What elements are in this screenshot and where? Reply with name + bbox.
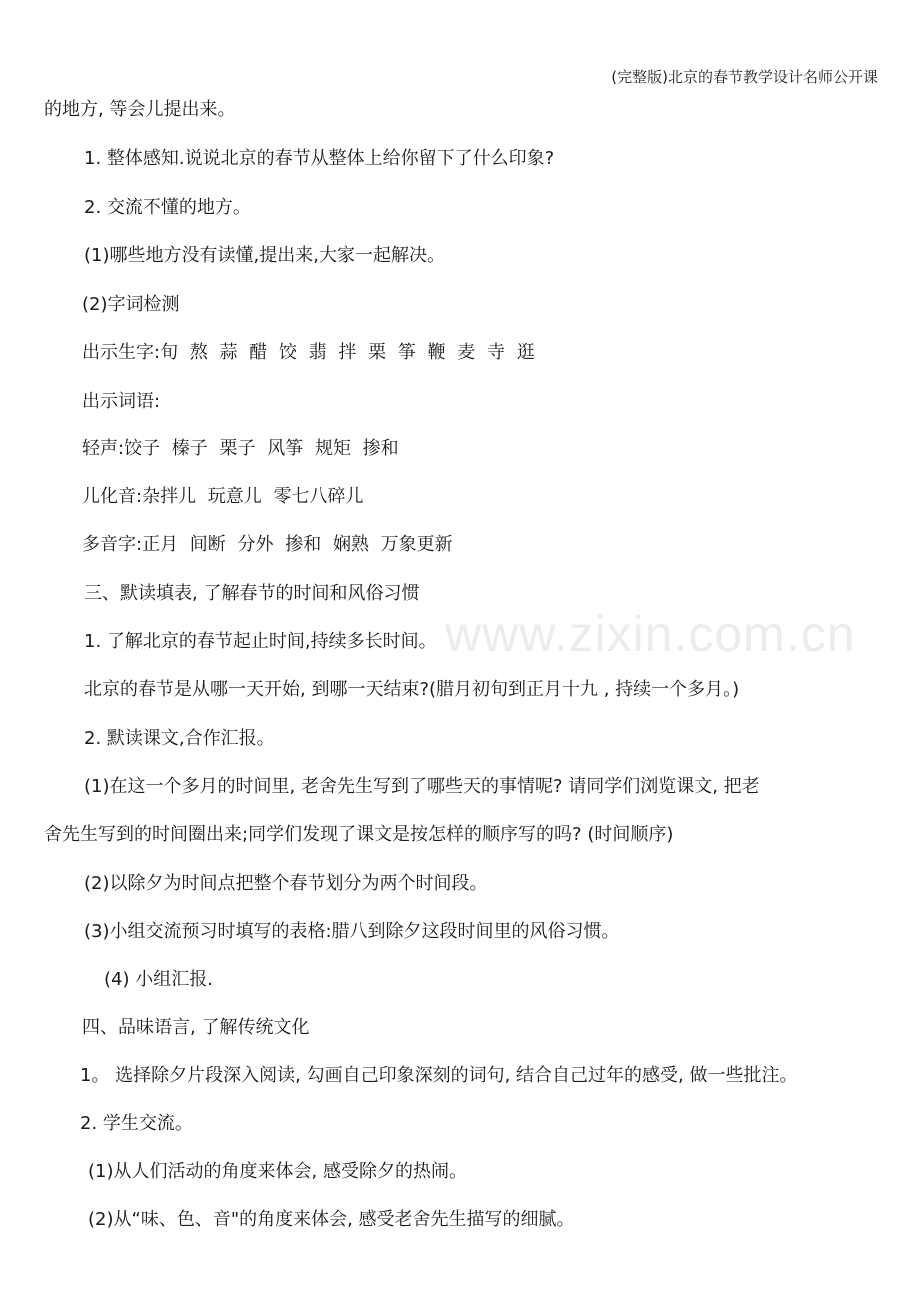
text-line: (1)哪些地方没有读懂,提出来,大家一起解决。	[84, 245, 445, 266]
text-line: (1)从人们活动的角度来体会, 感受除夕的热闹。	[88, 1161, 467, 1182]
text-line: (2)从“味、色、音"的角度来体会, 感受老舍先生描写的细腻。	[88, 1209, 575, 1230]
text-line: 舍先生写到的时间圈出来;同学们发现了课文是按怎样的顺序写的吗? (时间顺序)	[44, 824, 674, 845]
text-line: 四、品味语言, 了解传统文化	[82, 1017, 310, 1038]
text-line: (2)字词检测	[82, 294, 180, 315]
text-line: 的地方, 等会儿提出来。	[44, 99, 236, 120]
watermark: www.zixin.com.cn	[445, 606, 856, 662]
text-line: 三、默读填表, 了解春节的时间和风俗习惯	[84, 583, 420, 604]
text-line: 儿化音:杂拌儿 玩意儿 零七八碎儿	[82, 486, 364, 507]
text-line: (3)小组交流预习时填写的表格:腊八到除夕这段时间里的风俗习惯。	[84, 921, 620, 942]
text-line: 1. 整体感知.说说北京的春节从整体上给你留下了什么印象?	[84, 148, 555, 169]
text-line: 北京的春节是从哪一天开始, 到哪一天结束?(腊月初旬到正月十九 , 持续一个多月。)	[84, 679, 740, 700]
text-line: 2. 默读课文,合作汇报。	[84, 728, 275, 749]
text-line: (2)以除夕为时间点把整个春节划分为两个时间段。	[84, 873, 488, 894]
text-line: 2. 学生交流。	[80, 1113, 193, 1134]
text-line: 出示词语:	[82, 391, 161, 412]
text-line: 出示生字:旬 熬 蒜 醋 饺 翡 拌 栗 筝 鞭 麦 寺 逛	[82, 342, 535, 363]
text-line: 1。 选择除夕片段深入阅读, 勾画自己印象深刻的词句, 结合自己过年的感受, 做一些批注。	[80, 1065, 798, 1086]
text-line: 2. 交流不懂的地方。	[84, 197, 251, 218]
text-line: 轻声:饺子 榛子 栗子 风筝 规矩 掺和	[82, 438, 399, 459]
text-line: (1)在这一个多月的时间里, 老舍先生写到了哪些天的事情呢? 请同学们浏览课文, 把老	[84, 776, 760, 797]
page-header: (完整版)北京的春节教学设计名师公开课	[611, 68, 878, 86]
text-line: 多音字:正月 间断 分外 掺和 娴熟 万象更新	[82, 534, 453, 555]
text-line: 1. 了解北京的春节起止时间,持续多长时间。	[84, 631, 437, 652]
text-line: (4) 小组汇报.	[104, 969, 213, 990]
